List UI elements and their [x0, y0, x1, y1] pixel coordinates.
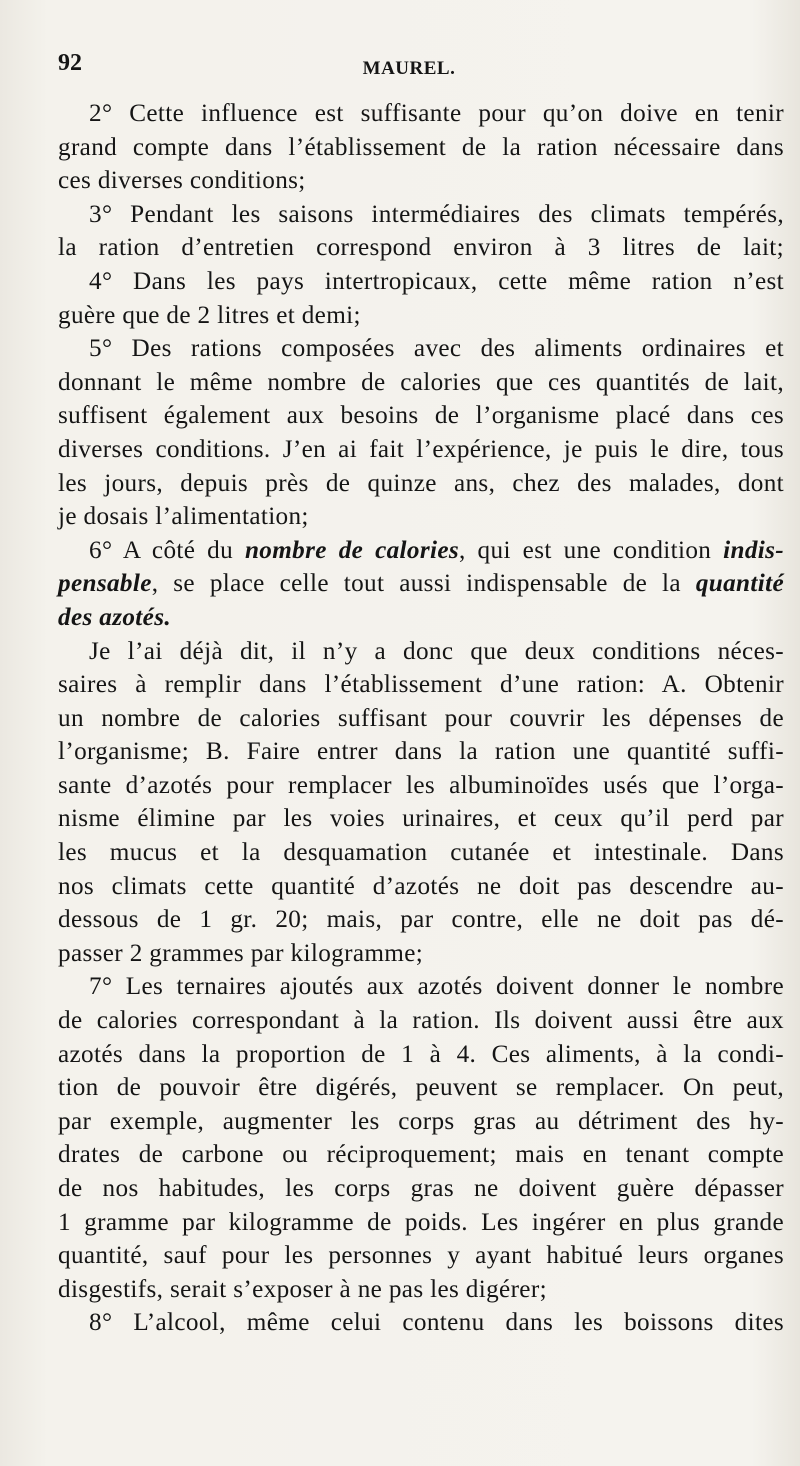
page-header	[58, 50, 760, 86]
text-line: 1 gramme par kilogramme de poids. Les ingérer en plus grande	[58, 1208, 784, 1236]
text-line: un nombre de calories suffisant pour couvrir les dépenses de	[58, 704, 784, 732]
italic-term: indis-	[723, 536, 784, 564]
text-line: 5° Des rations composées avec des aliments ordinaires et	[89, 335, 784, 363]
text-line	[58, 601, 784, 635]
text-line: 2° Cette influence est suffisante pour qu’on doive en tenir	[89, 100, 784, 127]
text-line: 8° L’alcool, même celui contenu dans les boissons dites	[89, 1309, 784, 1337]
text-line: diverses conditions. J’en ai fait l’expérience, je puis le dire, tous	[58, 435, 784, 463]
italic-term: des azotés.	[58, 603, 171, 631]
text-line: les jours, depuis près de quinze ans, chez des malades, dont	[58, 469, 784, 497]
text-segment: 6° A côté du	[89, 536, 245, 564]
italic-term: nombre de calories	[244, 536, 460, 564]
text-line: suffisent également aux besoins de l’organisme placé dans ces	[58, 402, 784, 430]
text-line: les mucus et la desquamation cutanée et intestinale. Dans	[58, 839, 784, 867]
text-line: je dosais l’alimentation;	[58, 503, 309, 531]
text-line: quantité, sauf pour les personnes y ayant habitué leurs organes	[58, 1242, 784, 1270]
text-line: par exemple, augmenter les corps gras au détriment des hy-	[58, 1107, 784, 1135]
text-line: nos climats cette quantité d’azotés ne doit pas descendre au-	[58, 872, 784, 900]
running-head: MAUREL.	[362, 58, 456, 79]
text-line: disgestifs, serait s’exposer à ne pas les digérer;	[58, 1275, 547, 1303]
text-line	[58, 567, 784, 601]
text-line: la ration d’entretien correspond environ à 3 litres de lait;	[58, 234, 784, 262]
text-line: drates de carbone ou réciproquement; mais en tenant compte	[58, 1141, 784, 1169]
text-line	[58, 534, 784, 568]
text-line: 4° Dans les pays intertropicaux, cette même ration n’est	[89, 267, 784, 295]
text-line: passer 2 grammes par kilogramme;	[58, 939, 424, 967]
text-line: ces diverses conditions;	[58, 167, 306, 195]
body-text	[58, 97, 784, 1340]
text-line: Je l’ai déjà dit, il n’y a donc que deux conditions néces-	[89, 637, 784, 665]
text-line: l’organisme; B. Faire entrer dans la ration une quantité suffi-	[58, 738, 784, 766]
italic-term: pensable	[58, 570, 152, 598]
text-line: de calories correspondant à la ration. Ils doivent aussi être aux	[58, 1007, 784, 1035]
text-line: guère que de 2 litres et demi;	[58, 301, 361, 329]
text-line: sante d’azotés pour remplacer les albuminoïdes usés que l’orga-	[58, 771, 784, 799]
text-line: dessous de 1 gr. 20; mais, par contre, elle ne doit pas dé-	[58, 906, 784, 934]
page-number: 92	[58, 50, 82, 76]
italic-term: quantité	[695, 570, 784, 598]
text-line: tion de pouvoir être digérés, peuvent se remplacer. On peut,	[58, 1074, 784, 1102]
text-segment: , qui est une condition	[459, 536, 724, 564]
text-line: 3° Pendant les saisons intermédiaires des climats tempérés,	[89, 200, 784, 228]
text-line: nisme élimine par les voies urinaires, et ceux qu’il perd par	[58, 805, 784, 833]
text-line: grand compte dans l’établissement de la ration nécessaire dans	[58, 133, 784, 161]
text-line: saires à remplir dans l’établissement d’une ration: A. Obtenir	[58, 671, 784, 699]
text-line: donnant le même nombre de calories que ces quantités de lait,	[58, 368, 784, 396]
text-line: azotés dans la proportion de 1 à 4. Ces aliments, à la condi-	[58, 1040, 784, 1068]
text-line: 7° Les ternaires ajoutés aux azotés doivent donner le nombre	[89, 973, 784, 1001]
text-line: de nos habitudes, les corps gras ne doivent guère dépasser	[58, 1175, 784, 1202]
text-segment: , se place celle tout aussi indispensable de la	[151, 570, 696, 598]
